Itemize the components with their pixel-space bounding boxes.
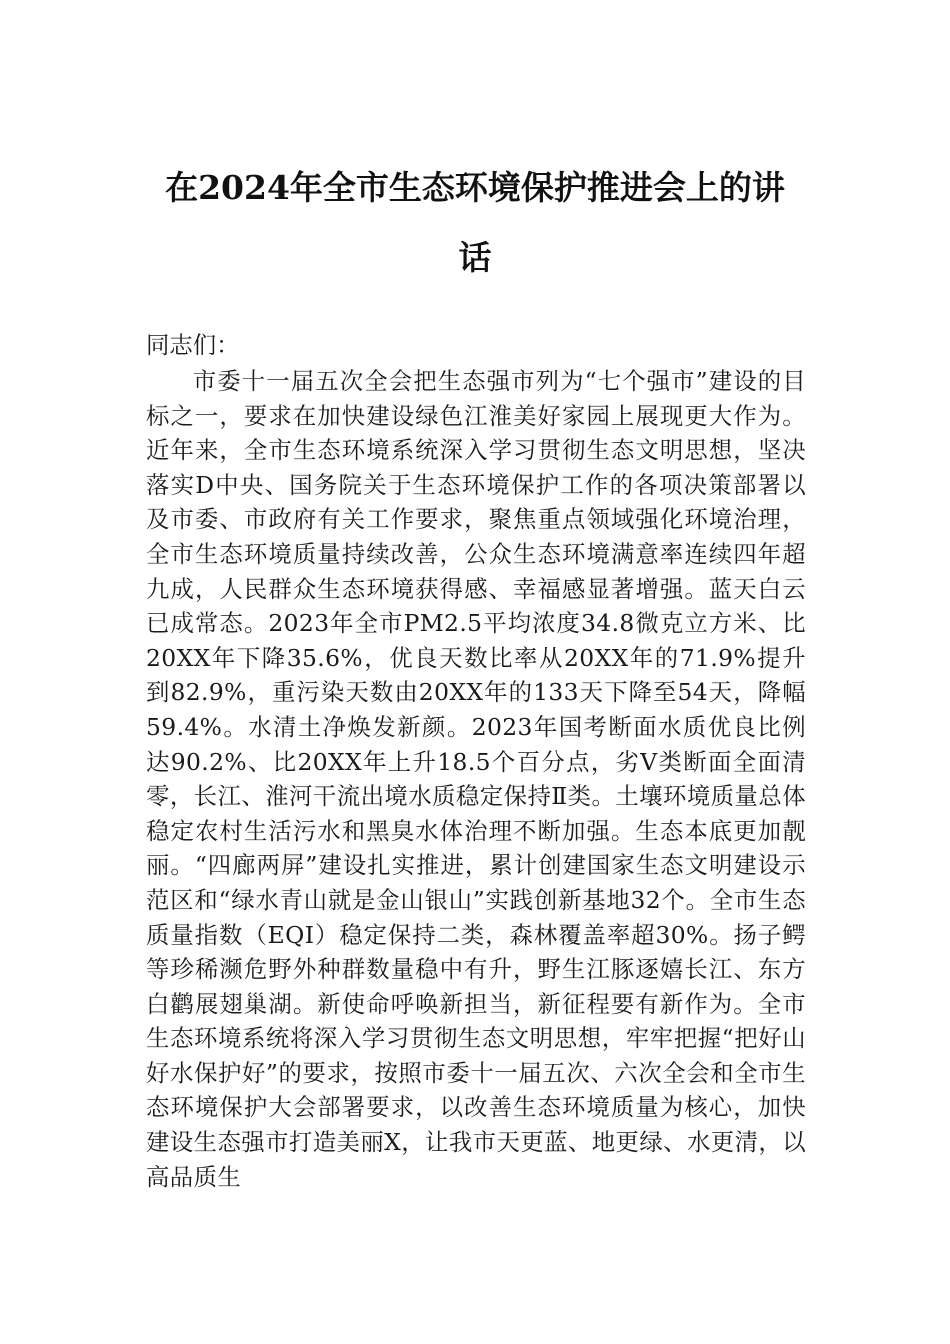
body-paragraph: 市委十一届五次全会把生态强市列为“七个强市”建设的目标之一，要求在加快建设绿色江淮美好家园上展现更大作为。近年来，全市生态环境系统深入学习贯彻生态文明思想，坚决落实D中央、国务院关于生态环境保护工作的各项决策部署以及市委、市政府有关工作要求，聚焦重点领域强化环境治理，全市生态环境质量持续改善，公众生态环境满意率连续四年超九成，人民群众生态环境获得感、幸福感显著增强。蓝天白云已成常态。2023年全市PM2.5平均浓度34.8微克立方米、比20XX年下降35.6%，优良天数比率从20XX年的71.9%提升到82.9%，重污染天数由20XX年的133天下降至54天，降幅59.4%。水清土净焕发新颜。2023年国考断面水质优良比例达90.2%、比20XX年上升18.5个百分点，劣Ⅴ类断面全面清零，长江、淮河干流出境水质稳定保持Ⅱ类。土壤环境质量总体稳定农村生活污水和黑臭水体治理不断加强。生态本底更加靓丽。“四廊两屏”建设扎实推进，累计创建国家生态文明建设示范区和“绿水青山就是金山银山”实践创新基地32个。全市生态质量指数（EQI）稳定保持二类，森林覆盖率超30%。扬子鳄等珍稀濒危野外种群数量稳中有升，野生江豚逐嬉长江、东方白鹳展翅巢湖。新使命呼唤新担当，新征程要有新作为。全市生态环境系统将深入学习贯彻生态文明思想，牢牢把握“把好山好水保护好”的要求，按照市委十一届五次、六次全会和全市生态环境保护大会部署要求，以改善生态环境质量为核心，加快建设生态强市打造美丽X，让我市天更蓝、地更绿、水更清，以高品质生 [146,367,806,1191]
document-title-line-1: 在2024年全市生态环境保护推进会上的讲 [165,168,785,207]
document-title-line-2: 话 [458,238,492,277]
salutation: 同志们： [146,331,240,359]
